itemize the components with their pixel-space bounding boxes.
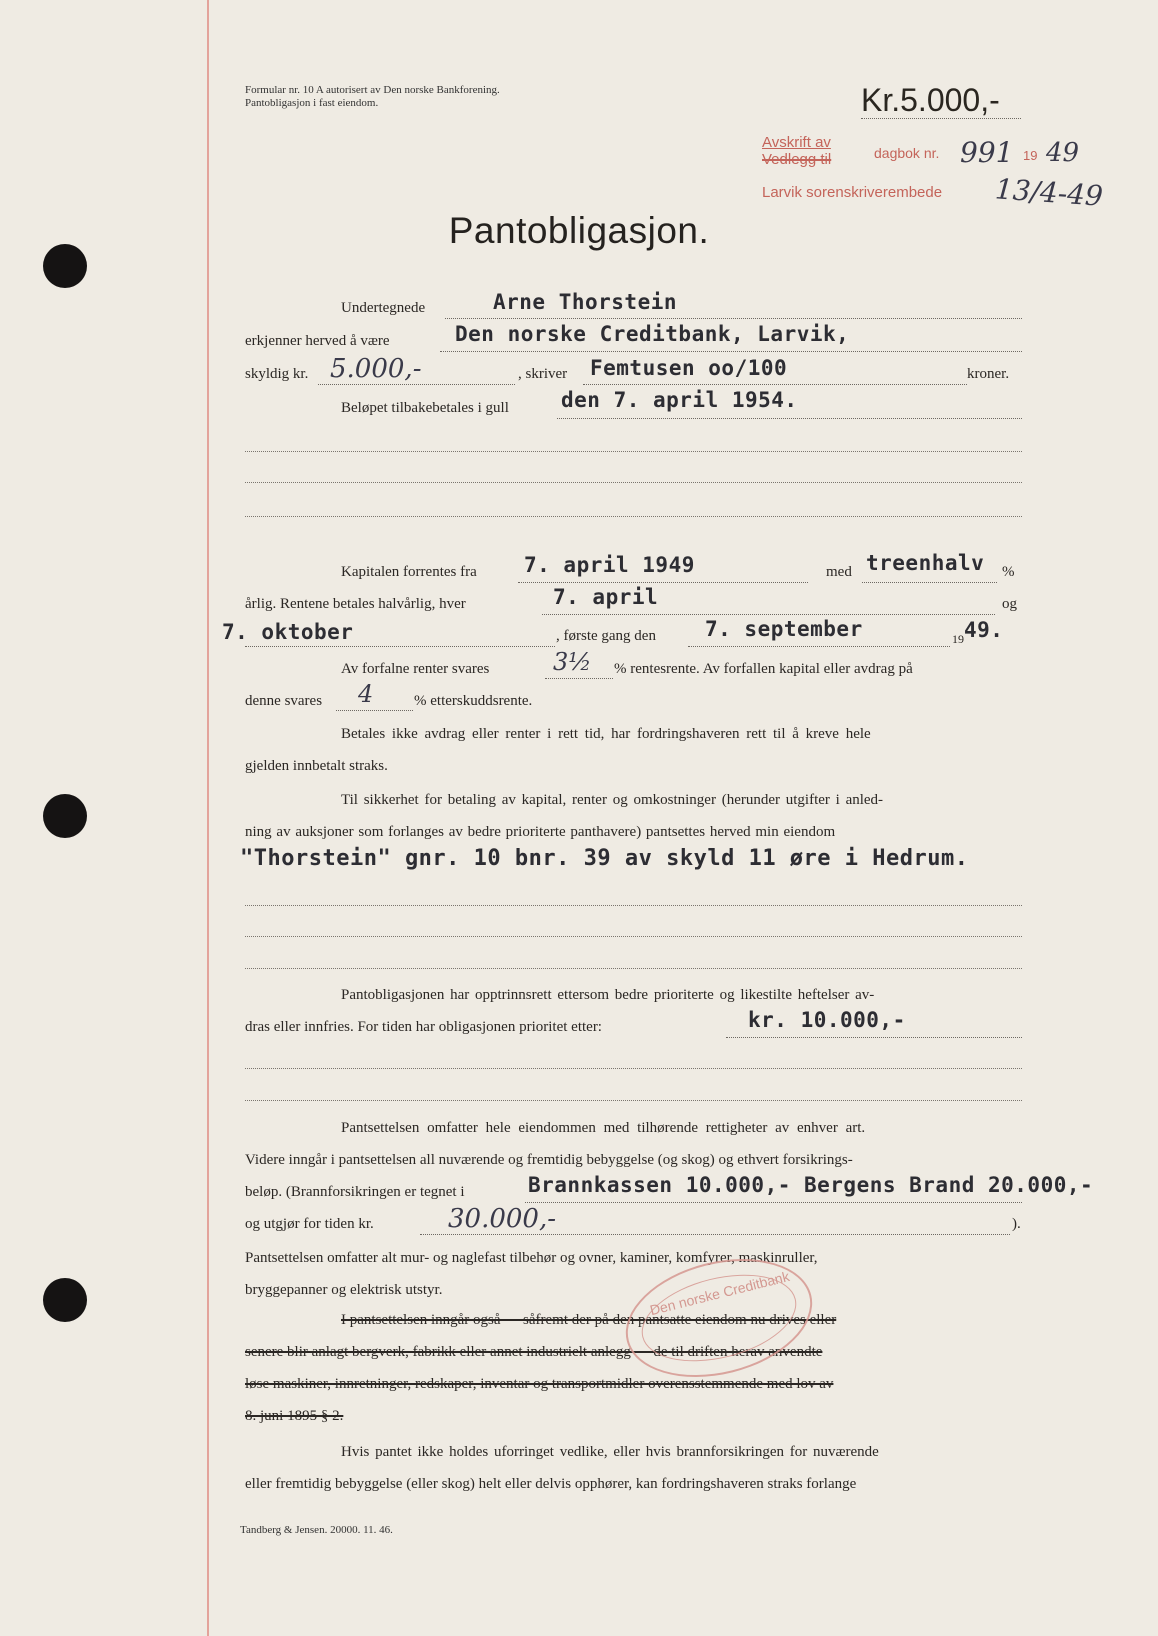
registry-office: Larvik sorenskriverembede: [762, 184, 943, 201]
etterskudd-rate-line: [336, 710, 413, 711]
rentes-rate-line: [545, 678, 613, 679]
opptrinn-line-2: dras eller innfries. For tiden har obligasjonen prioritet etter:: [245, 1019, 602, 1035]
opptrinn-line-1: Pantobligasjonen har opptrinnsrett ettersom bedre prioriterte og likestilte heftelser av-: [341, 987, 875, 1003]
prioritet-value: kr. 10.000,-: [748, 1008, 906, 1032]
forfalne-label: Av forfalne renter svares: [341, 661, 490, 677]
oktober-value: 7. oktober: [222, 620, 354, 644]
registry-vedlegg: Vedlegg til: [762, 151, 832, 168]
kapitalen-label: Kapitalen forrentes fra: [341, 564, 477, 580]
blank-line-4: [245, 905, 1022, 906]
percent-sign: %: [1002, 564, 1015, 580]
omfatter-line-1: Pantsettelsen omfatter hele eiendommen med tilhørende rettigheter av enhver art.: [341, 1120, 866, 1136]
struck-line-4: 8. juni 1895 § 2.: [245, 1408, 344, 1424]
dagbok-label: dagbok nr.: [874, 145, 940, 161]
punch-hole-bottom: [43, 1278, 87, 1322]
prioritet-line: [726, 1037, 1022, 1038]
rentes-rate: 3½: [553, 648, 592, 676]
tilbehor-line-2: bryggepanner og elektrisk utstyr.: [245, 1282, 443, 1298]
skyldig-label: skyldig kr.: [245, 366, 309, 382]
undertegnede-line: [445, 318, 1022, 319]
year-prefix: 19: [952, 632, 964, 646]
rate-value: treenhalv: [866, 551, 985, 575]
struck-line-1: I pantsettelsen inngår også — såfremt der på den pantsatte eiendom nu drives eller: [341, 1312, 837, 1328]
punch-hole-middle: [43, 794, 87, 838]
registry-date: 13/4-49: [993, 172, 1104, 213]
erkjenner-line: [440, 351, 1022, 352]
blank-line-7: [245, 1068, 1022, 1069]
denne-label: denne svares: [245, 693, 323, 709]
kapitalen-line: [518, 582, 808, 583]
utgjor-value: 30.000,-: [448, 1204, 557, 1234]
form-header-line1: Formular nr. 10 A autorisert av Den norske Bankforening.: [245, 84, 500, 96]
undertegnede-label: Undertegnede: [341, 300, 426, 316]
hver-line: [542, 614, 995, 615]
skriver-label: , skriver: [518, 366, 568, 382]
year-value: 49.: [964, 618, 1004, 642]
blank-line-5: [245, 936, 1022, 937]
utgjor-end: ).: [1012, 1216, 1021, 1232]
belopet-line: [557, 418, 1022, 419]
hver-value: 7. april: [553, 585, 659, 609]
skriver-line: [583, 384, 967, 385]
omfatter-line-2: Videre inngår i pantsettelsen all nuværende og fremtidig bebyggelse (og skog) og ethvert forsikrings-: [245, 1152, 853, 1168]
skyldig-value: 5.000,-: [330, 354, 422, 384]
oktober-line: [245, 646, 555, 647]
printer-footer: Tandberg & Jensen. 20000. 11. 46.: [240, 1524, 393, 1536]
form-header: [245, 84, 500, 110]
omfatter-line-3: beløp. (Brannforsikringen er tegnet i: [245, 1184, 465, 1200]
skyldig-line: [318, 384, 515, 385]
dagbok-number: 991: [960, 136, 1014, 169]
brann-line: [525, 1202, 1022, 1203]
amount-underline: [861, 118, 1021, 119]
document-title: Pantobligasjon.: [448, 210, 710, 251]
rate-line: [862, 582, 997, 583]
sikkerhet-line-1: Til sikkerhet for betaling av kapital, renter og omkostninger (herunder utgifter i anled-: [341, 792, 884, 808]
registry-year-suffix: 49: [1046, 138, 1080, 168]
registry-year-prefix: 19: [1023, 148, 1038, 163]
blank-line-8: [245, 1100, 1022, 1101]
forste-gang-value: 7. september: [705, 617, 863, 641]
betales-line-2: gjelden innbetalt straks.: [245, 758, 388, 774]
med-label: med: [826, 564, 852, 580]
erkjenner-label: erkjenner herved å være: [245, 333, 390, 349]
registry-stamp: [762, 134, 831, 168]
etterskudd-rate: 4: [358, 680, 374, 708]
forste-gang-label: , første gang den: [556, 628, 656, 644]
sikkerhet-line-2: ning av auksjoner som forlanges av bedre prioriterte panthavere) pantsettes herved min eiendom: [245, 824, 836, 840]
registry-avskrift: Avskrift av: [762, 134, 831, 151]
kapitalen-value: 7. april 1949: [524, 553, 695, 577]
utgjor-line: [420, 1234, 1010, 1235]
utgjor-label: og utgjør for tiden kr.: [245, 1216, 374, 1232]
form-header-line2: Pantobligasjon i fast eiendom.: [245, 97, 379, 109]
struck-line-2: senere blir anlagt bergverk, fabrikk eller annet industrielt anlegg — de til driften herav anvendte: [245, 1344, 823, 1360]
arlig-label: årlig. Rentene betales halvårlig, hver: [245, 596, 466, 612]
undertegnede-value: Arne Thorstein: [493, 290, 678, 314]
blank-line-6: [245, 968, 1022, 969]
hvis-line-2: eller fremtidig bebyggelse (eller skog) helt eller delvis opphører, kan fordringshaveren straks forlange: [245, 1476, 857, 1492]
property-value: "Thorstein" gnr. 10 bnr. 39 av skyld 11 øre i Hedrum.: [240, 846, 969, 871]
blank-line-3: [245, 516, 1022, 517]
rentesrente-label: % rentesrente. Av forfallen kapital eller avdrag på: [614, 661, 913, 677]
etterskudd-label: % etterskuddsrente.: [414, 693, 533, 709]
belopet-value: den 7. april 1954.: [561, 388, 798, 412]
betales-line-1: Betales ikke avdrag eller renter i rett tid, har fordringshaveren rett til å kreve hele: [341, 726, 871, 742]
hvis-line-1: Hvis pantet ikke holdes uforringet vedlike, eller hvis brannforsikringen for nuværende: [341, 1444, 879, 1460]
forste-gang-line: [688, 646, 950, 647]
brann-value: Brannkassen 10.000,- Bergens Brand 20.000,-: [528, 1173, 1094, 1197]
blank-line-2: [245, 482, 1022, 483]
amount-header: Kr.5.000,-: [861, 82, 1000, 118]
og-label: og: [1002, 596, 1017, 612]
erkjenner-value: Den norske Creditbank, Larvik,: [455, 322, 850, 346]
belopet-label: Beløpet tilbakebetales i gull: [341, 400, 509, 416]
struck-line-3: løse maskiner, innretninger, redskaper, inventar og transportmidler overensstemmende med lov av: [245, 1376, 834, 1392]
bank-stamp-text: Den norske Creditbank: [648, 1268, 791, 1319]
blank-line-1: [245, 451, 1022, 452]
tilbehor-line-1: Pantsettelsen omfatter alt mur- og naglefast tilbehør og ovner, kaminer, komfyrer, maskinruller,: [245, 1250, 818, 1266]
skriver-value: Femtusen oo/100: [590, 356, 788, 380]
kroner-label: kroner.: [967, 366, 1010, 382]
